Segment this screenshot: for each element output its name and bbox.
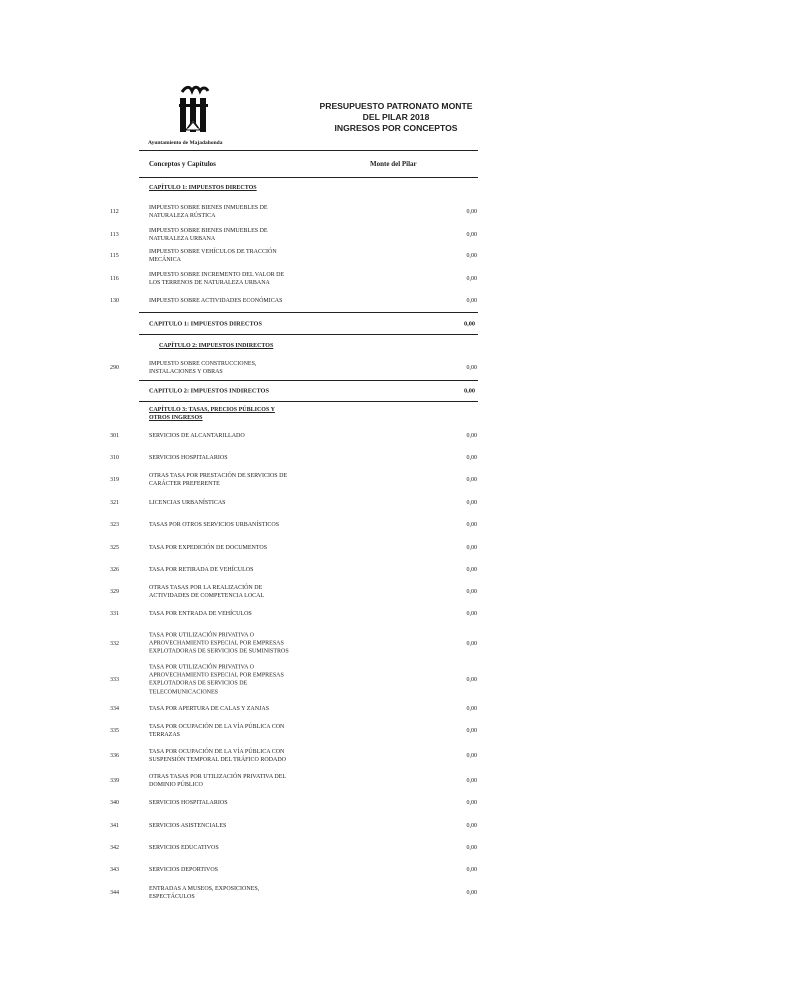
concept-amount: 0,00 <box>466 232 477 238</box>
concept-description-line: IMPUESTO SOBRE CONSTRUCCIONES, <box>149 360 257 367</box>
concept-description <box>149 632 319 657</box>
chapter-heading <box>149 184 309 192</box>
concept-description-line: LOS TERRENOS DE NATURALEZA URBANA <box>149 280 270 286</box>
concept-description-line: EXPLOTADORAS DE SERVICIOS DE <box>149 681 248 687</box>
concept-description <box>149 610 319 618</box>
concept-description-line: CARÁCTER PREFERENTE <box>149 481 220 487</box>
concept-description <box>149 297 319 305</box>
chapter-heading <box>149 342 309 350</box>
concept-code: 342 <box>110 845 119 851</box>
concept-description <box>149 544 319 552</box>
concept-code: 334 <box>110 706 119 712</box>
concept-code: 344 <box>110 890 119 896</box>
concept-description <box>149 227 319 243</box>
concept-code: 339 <box>110 778 119 784</box>
chapter-heading <box>149 406 309 422</box>
title-line-2: DEL PILAR 2018 <box>362 112 430 122</box>
concept-amount: 0,00 <box>466 677 477 683</box>
concept-description-line: DOMINIO PÚBLICO <box>149 782 203 788</box>
concept-description-line: IMPUESTO SOBRE BIENES INMUEBLES DE <box>149 227 268 234</box>
concept-description-line: TASA POR ENTRADA DE VEHÍCULOS <box>149 610 252 617</box>
concept-description <box>149 248 319 264</box>
concept-description-line: OTRAS TASA POR PRESTACIÓN DE SERVICIOS DE <box>149 472 288 479</box>
concept-description-line: ACTIVIDADES DE COMPETENCIA LOCAL <box>149 593 265 599</box>
concept-code: 335 <box>110 728 119 734</box>
concept-code: 325 <box>110 545 119 551</box>
concept-amount: 0,00 <box>466 522 477 528</box>
chapter-heading-line: OTROS INGRESOS <box>149 415 203 422</box>
concept-description <box>149 866 319 874</box>
concept-description-line: TASA POR OCUPACIÓN DE LA VÍA PÚBLICA CON <box>149 723 285 730</box>
concept-description-line: IMPUESTO SOBRE BIENES INMUEBLES DE <box>149 204 268 211</box>
concept-description-line: SERVICIOS ASISTENCIALES <box>149 822 227 829</box>
column-header-concepts: Conceptos y Capítulos <box>149 160 216 168</box>
concept-description-line: TERRAZAS <box>149 732 181 738</box>
concept-description-line: SERVICIOS DE ALCANTARILLADO <box>149 432 245 439</box>
concept-description-line: TASA POR EXPEDICIÓN DE DOCUMENTOS <box>149 544 268 551</box>
concept-description <box>149 521 319 529</box>
concept-amount: 0,00 <box>466 455 477 461</box>
chapter-total-amount: 0,00 <box>463 387 475 395</box>
concept-amount: 0,00 <box>466 823 477 829</box>
concept-amount: 0,00 <box>466 611 477 617</box>
concept-code: 332 <box>110 641 119 647</box>
concept-code: 343 <box>110 867 119 873</box>
concept-amount: 0,00 <box>466 641 477 647</box>
column-header-amount: Monte del Pilar <box>370 160 417 168</box>
concept-amount: 0,00 <box>466 567 477 573</box>
concept-amount: 0,00 <box>466 433 477 439</box>
concept-description-line: APROVECHAMIENTO ESPECIAL POR EMPRESAS <box>149 640 284 647</box>
chapter-total-top-rule <box>139 380 478 381</box>
concept-description-line: ESPECTÁCULOS <box>149 894 195 900</box>
concept-description <box>149 822 319 830</box>
concept-amount: 0,00 <box>466 753 477 759</box>
concept-description-line: TASA POR RETIRADA DE VEHÍCULOS <box>149 566 254 573</box>
concept-description-line: TASA POR UTILIZACIÓN PRIVATIVA O <box>149 632 254 639</box>
concept-description <box>149 432 319 440</box>
concept-code: 333 <box>110 677 119 683</box>
concept-amount: 0,00 <box>466 276 477 282</box>
chapter-total-top-rule <box>139 312 478 313</box>
chapter-heading-line: CAPÍTULO 1: IMPUESTOS DIRECTOS <box>149 185 257 191</box>
concept-description <box>149 454 319 462</box>
concept-description-line: MECÁNICA <box>149 257 182 263</box>
concept-amount: 0,00 <box>466 209 477 215</box>
concept-amount: 0,00 <box>466 845 477 851</box>
concept-description-line: APROVECHAMIENTO ESPECIAL POR EMPRESAS <box>149 672 284 679</box>
concept-amount: 0,00 <box>466 706 477 712</box>
concept-description <box>149 885 319 901</box>
concept-code: 319 <box>110 477 119 483</box>
concept-description-line: TASA POR APERTURA DE CALAS Y ZANJAS <box>149 705 270 712</box>
concept-description-line: INSTALACIONES Y OBRAS <box>149 369 223 375</box>
concept-description <box>149 773 319 789</box>
concept-description-line: LICENCIAS URBANÍSTICAS <box>149 499 226 506</box>
concept-code: 326 <box>110 567 119 573</box>
concept-description-line: SERVICIOS EDUCATIVOS <box>149 844 219 851</box>
concept-description <box>149 799 319 807</box>
concept-description-line: IMPUESTO SOBRE VEHÍCULOS DE TRACCIÓN <box>149 248 277 255</box>
concept-code: 340 <box>110 800 119 806</box>
concept-description <box>149 844 319 852</box>
concept-amount: 0,00 <box>466 545 477 551</box>
concept-description <box>149 723 319 739</box>
concept-amount: 0,00 <box>466 253 477 259</box>
concept-description <box>149 472 319 488</box>
concept-description <box>149 204 319 220</box>
concept-description <box>149 664 319 697</box>
chapter-total-bottom-rule <box>139 401 478 402</box>
chapter-total-amount: 0,00 <box>463 320 475 328</box>
concept-amount: 0,00 <box>466 500 477 506</box>
concept-description-line: TASA POR UTILIZACIÓN PRIVATIVA O <box>149 664 254 671</box>
concept-amount: 0,00 <box>466 778 477 784</box>
concept-code: 112 <box>110 209 119 215</box>
concept-description <box>149 499 319 507</box>
concept-description-line: IMPUESTO SOBRE ACTIVIDADES ECONÓMICAS <box>149 297 283 304</box>
concept-amount: 0,00 <box>466 589 477 595</box>
concept-description-line: OTRAS TASAS POR LA REALIZACIÓN DE <box>149 584 263 591</box>
concept-description <box>149 584 319 600</box>
concept-description-line: SERVICIOS HOSPITALARIOS <box>149 454 228 461</box>
concept-description-line: IMPUESTO SOBRE INCREMENTO DEL VALOR DE <box>149 271 285 278</box>
chapter-total-label: CAPITULO 2: IMPUESTOS INDIRECTOS <box>149 387 269 395</box>
chapter-total-label: CAPITULO 1: IMPUESTOS DIRECTOS <box>149 320 262 328</box>
title-line-1: PRESUPUESTO PATRONATO MONTE <box>319 101 473 111</box>
concept-amount: 0,00 <box>466 890 477 896</box>
concept-code: 329 <box>110 589 119 595</box>
concept-amount: 0,00 <box>466 365 477 371</box>
concept-amount: 0,00 <box>466 800 477 806</box>
concept-code: 113 <box>110 232 119 238</box>
concept-code: 115 <box>110 253 119 259</box>
concept-description-line: SUSPENSIÓN TEMPORAL DEL TRÁFICO RODADO <box>149 757 287 763</box>
concept-description-line: SERVICIOS HOSPITALARIOS <box>149 799 228 806</box>
concept-code: 301 <box>110 433 119 439</box>
concept-description-line: NATURALEZA RÚSTICA <box>149 213 216 219</box>
concept-description <box>149 705 319 713</box>
concept-description-line: NATURALEZA URBANA <box>149 236 216 242</box>
chapter-total-bottom-rule <box>139 334 478 335</box>
concept-code: 331 <box>110 611 119 617</box>
concept-description-line: EXPLOTADORAS DE SERVICIOS DE SUMINISTROS <box>149 649 289 656</box>
concept-description-line: TASA POR OCUPACIÓN DE LA VÍA PÚBLICA CON <box>149 748 285 755</box>
concept-amount: 0,00 <box>466 298 477 304</box>
concept-code: 321 <box>110 500 119 506</box>
logo-caption: Ayuntamiento de Majadahonda <box>148 140 223 146</box>
concept-description-line: TASAS POR OTROS SERVICIOS URBANÍSTICOS <box>149 521 280 528</box>
concept-code: 130 <box>110 298 119 304</box>
concept-description-line: TELECOMUNICACIONES <box>149 689 218 696</box>
chapter-heading-line: CAPÍTULO 3: TASAS, PRECIOS PÚBLICOS Y <box>149 407 275 413</box>
concept-code: 310 <box>110 455 119 461</box>
title-line-3: INGRESOS POR CONCEPTOS <box>334 123 458 133</box>
concept-code: 336 <box>110 753 119 759</box>
concept-description <box>149 566 319 574</box>
chapter-heading-line: CAPÍTULO 2: IMPUESTOS INDIRECTOS <box>159 343 274 349</box>
concept-code: 341 <box>110 823 119 829</box>
concept-code: 323 <box>110 522 119 528</box>
concept-description <box>149 271 319 287</box>
concept-code: 116 <box>110 276 119 282</box>
concept-description-line: SERVICIOS DEPORTIVOS <box>149 866 218 873</box>
concept-code: 290 <box>110 365 119 371</box>
concept-description <box>149 360 319 376</box>
concept-amount: 0,00 <box>466 867 477 873</box>
concept-amount: 0,00 <box>466 477 477 483</box>
concept-description-line: ENTRADAS A MUSEOS, EXPOSICIONES, <box>149 885 260 892</box>
concept-description <box>149 748 319 764</box>
concept-amount: 0,00 <box>466 728 477 734</box>
concept-description-line: OTRAS TASAS POR UTILIZACIÓN PRIVATIVA DEL <box>149 773 287 780</box>
